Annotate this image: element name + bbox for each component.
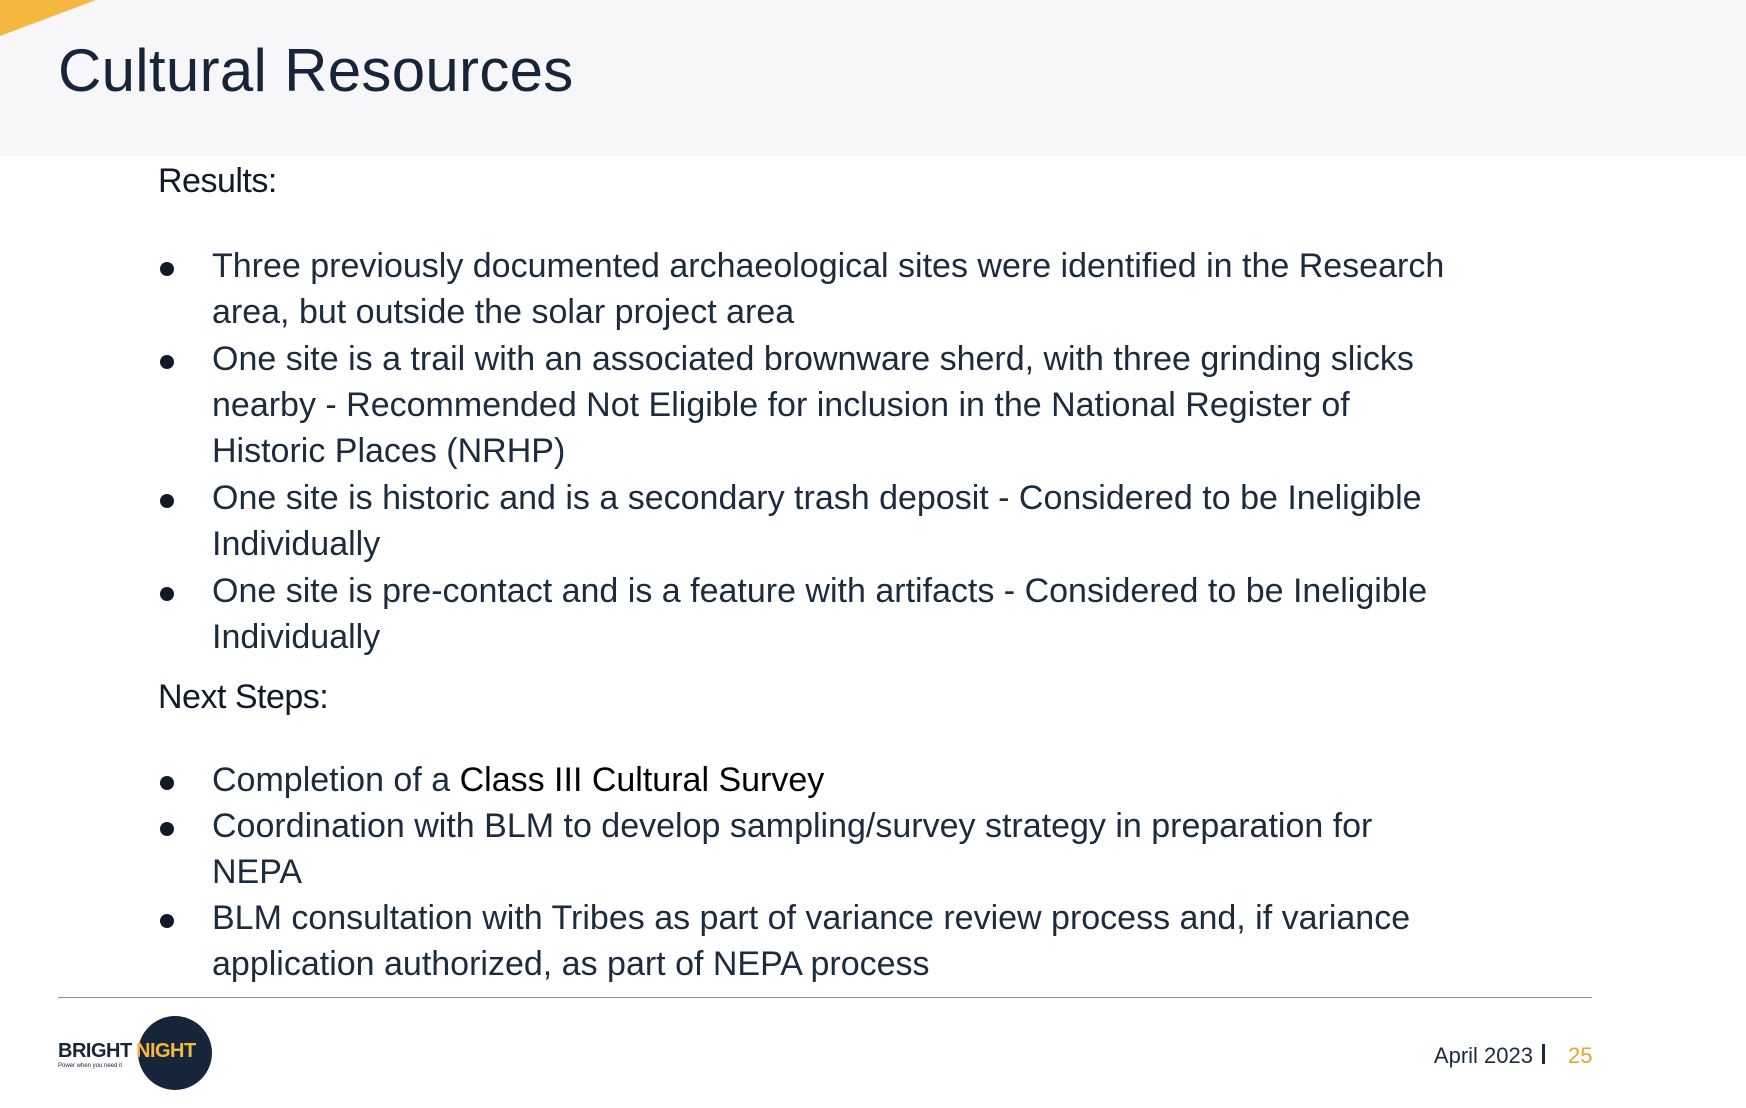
logo-night-text: NIGHT (136, 1040, 196, 1062)
bullet-icon (160, 776, 174, 790)
bullet-icon (160, 355, 174, 369)
list-item-text: One site is a trail with an associated brownware sherd, with three grinding slicks nearby - Recommended Not Eligible for inclusion in the National Register of Historic Places (NRHP) (212, 340, 1414, 470)
list-item (158, 243, 1458, 335)
corner-accent (0, 0, 96, 36)
next-steps-list (158, 757, 1458, 987)
list-item-text: One site is historic and is a secondary trash deposit - Considered to be Ineligible Individually (212, 479, 1422, 563)
logo-bright-text: BRIGHT (58, 1040, 132, 1062)
results-heading: Results: (158, 162, 277, 200)
list-item-text: Coordination with BLM to develop sampling/survey strategy in preparation for NEPA (212, 807, 1373, 891)
list-item-text: Three previously documented archaeological sites were identified in the Research area, but outside the solar project area (212, 247, 1445, 331)
list-item (158, 475, 1458, 567)
list-item (158, 568, 1458, 660)
list-item (158, 895, 1458, 987)
footer-divider (58, 997, 1592, 998)
bullet-icon (160, 494, 174, 508)
footer-separator (1542, 1044, 1545, 1064)
bullet-icon (160, 262, 174, 276)
class-iii-survey-text: Class III Cultural Survey (459, 761, 825, 799)
brightnight-logo (58, 1016, 214, 1090)
slide-body (158, 162, 1458, 987)
next-steps-heading: Next Steps: (158, 678, 329, 716)
list-item-text: BLM consultation with Tribes as part of variance review process and, if variance application authorized, as part of NEPA process (212, 899, 1411, 983)
list-item (158, 757, 1458, 803)
bullet-icon (160, 587, 174, 601)
bullet-icon (160, 914, 174, 928)
list-item-text: One site is pre-contact and is a feature with artifacts - Considered to be Ineligible Individually (212, 572, 1428, 656)
slide-title: Cultural Resources (58, 37, 574, 104)
list-item (158, 336, 1458, 474)
bullet-icon (160, 822, 174, 836)
logo-tagline: Power when you need it (58, 1063, 123, 1069)
footer-date: April 2023 (1433, 1043, 1533, 1068)
list-item-text: Completion of a (212, 761, 460, 799)
page-number: 25 (1568, 1043, 1593, 1068)
results-list (158, 243, 1458, 660)
list-item (158, 803, 1458, 895)
